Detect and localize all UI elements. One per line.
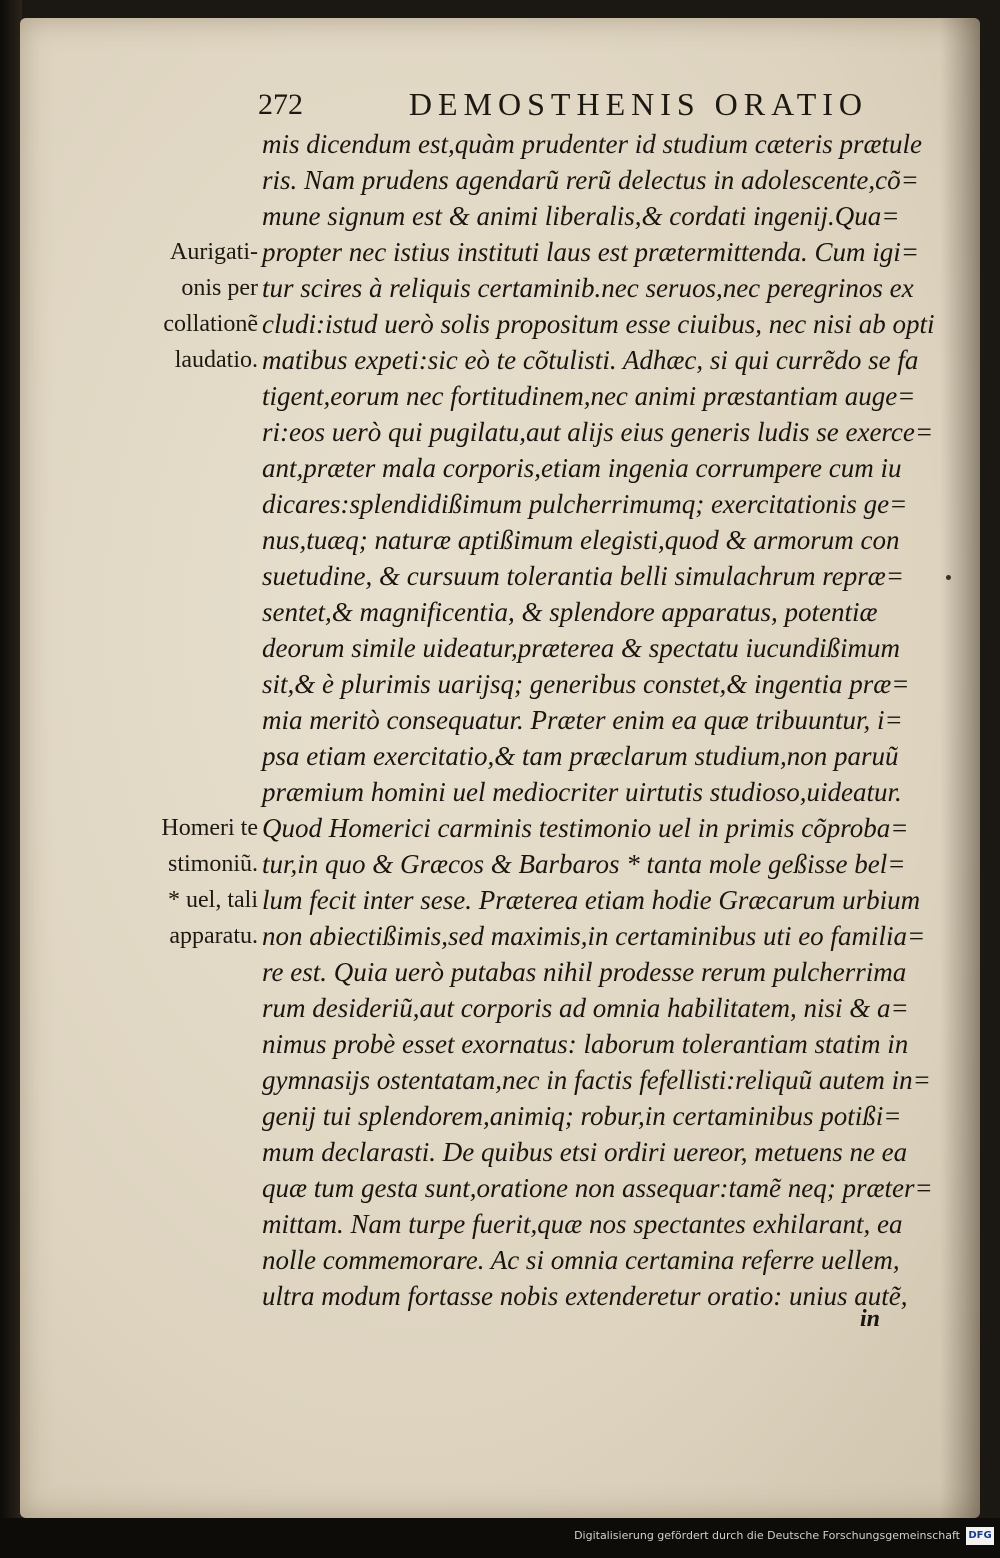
text-line: re est. Quia uerò putabas nihil prodesse rerum pulcherrima xyxy=(262,957,907,987)
text-line: tur,in quo & Græcos & Barbaros * tanta mole geßisse bel= xyxy=(262,849,906,879)
text-line: psa etiam exercitatio,& tam præclarum studium,non paruũ xyxy=(262,741,899,771)
text-line: mis dicendum est,quàm prudenter id studium cæteris prætule xyxy=(262,129,922,159)
margin-note-line: Aurigati- xyxy=(170,239,258,265)
text-line: mum declarasti. De quibus etsi ordiri uereor, metuens ne ea xyxy=(262,1137,908,1167)
text-line: nolle commemorare. Ac si omnia certamina referre uellem, xyxy=(262,1245,900,1275)
margin-note-line: laudatio. xyxy=(174,347,258,373)
dfg-logo-icon: DFG xyxy=(966,1527,994,1545)
text-line: nimus probè esset exornatus: laborum tolerantiam statim in xyxy=(262,1029,909,1059)
text-line: Quod Homerici carminis testimonio uel in primis cõproba= xyxy=(262,813,909,843)
text-line: ri:eos uerò qui pugilatu,aut alijs eius generis ludis se exerce= xyxy=(262,417,934,447)
page-header xyxy=(258,88,868,128)
digitization-footer xyxy=(0,1518,1000,1558)
main-text-block xyxy=(262,126,935,1314)
text-line: matibus expeti:sic eò te cõtulisti. Adhæc, si qui currẽdo se fa xyxy=(262,345,919,375)
text-line: cludi:istud uerò solis propositum esse ciuibus, nec nisi ab opti xyxy=(262,309,935,339)
margin-note-line: apparatu. xyxy=(169,923,258,949)
margin-note-line: onis per xyxy=(181,275,258,301)
text-line: gymnasijs ostentatam,nec in factis fefellisti:reliquũ autem in= xyxy=(262,1065,931,1095)
text-line: genij tui splendorem,animiq; robur,in certaminibus potißi= xyxy=(262,1101,902,1131)
text-line: mittam. Nam turpe fuerit,quæ nos spectantes exhilarant, ea xyxy=(262,1209,903,1239)
text-line: non abiectißimis,sed maximis,in certaminibus uti eo familia= xyxy=(262,921,926,951)
text-line: ultra modum fortasse nobis extenderetur oratio: unius autẽ, xyxy=(262,1281,908,1311)
text-line: ris. Nam prudens agendarũ rerũ delectus in adolescente,cõ= xyxy=(262,165,919,195)
page-number: 272 xyxy=(258,88,303,121)
text-line: dicares:splendidißimum pulcherrimumq; exercitationis ge= xyxy=(262,489,908,519)
text-line: præmium homini uel mediocriter uirtutis studioso,uideatur. xyxy=(262,777,902,807)
margin-note-line: Homeri te xyxy=(161,815,258,841)
margin-note-line: stimoniũ. xyxy=(167,851,258,877)
margin-note-line: * uel, tali xyxy=(168,887,258,913)
text-line: tigent,eorum nec fortitudinem,nec animi præstantiam auge= xyxy=(262,381,916,411)
text-line: ant,præter mala corporis,etiam ingenia corrumpere cum iu xyxy=(262,453,902,483)
text-line: rum desideriũ,aut corporis ad omnia habilitatem, nisi & a= xyxy=(262,993,909,1023)
margin-note-aurigationis xyxy=(118,234,258,378)
page-gutter-shadow xyxy=(940,18,980,1518)
text-line: mia meritò consequatur. Præter enim ea quæ tribuuntur, i= xyxy=(262,705,903,735)
ink-spot xyxy=(946,575,951,580)
text-line: tur scires à reliquis certaminib.nec seruos,nec peregrinos ex xyxy=(262,273,914,303)
text-line: suetudine, & cursuum tolerantia belli simulachrum repræ= xyxy=(262,561,904,591)
margin-note-line: collationẽ xyxy=(163,311,258,337)
text-line: propter nec istius instituti laus est prætermittenda. Cum igi= xyxy=(262,237,919,267)
text-line: quæ tum gesta sunt,oratione non assequar:tamẽ neq; præter= xyxy=(262,1173,933,1203)
text-line: lum fecit inter sese. Præterea etiam hodie Græcarum urbium xyxy=(262,885,921,915)
margin-note-homeri xyxy=(118,810,258,954)
running-title: DEMOSTHENIS ORATIO xyxy=(408,86,868,122)
catchword: in xyxy=(860,1306,881,1332)
text-line: nus,tuæq; naturæ aptißimum elegisti,quod & armorum con xyxy=(262,525,900,555)
text-line: deorum simile uideatur,præterea & spectatu iucundißimum xyxy=(262,633,900,663)
scan-edge xyxy=(0,0,22,1558)
text-line: sit,& è plurimis uarijsq; generibus constet,& ingentia præ= xyxy=(262,669,910,699)
text-line: sentet,& magnificentia, & splendore apparatus, potentiæ xyxy=(262,597,878,627)
text-line: mune signum est & animi liberalis,& cordati ingenij.Qua= xyxy=(262,201,900,231)
funding-credit: Digitalisierung gefördert durch die Deutsche Forschungsgemeinschaft xyxy=(574,1529,960,1542)
